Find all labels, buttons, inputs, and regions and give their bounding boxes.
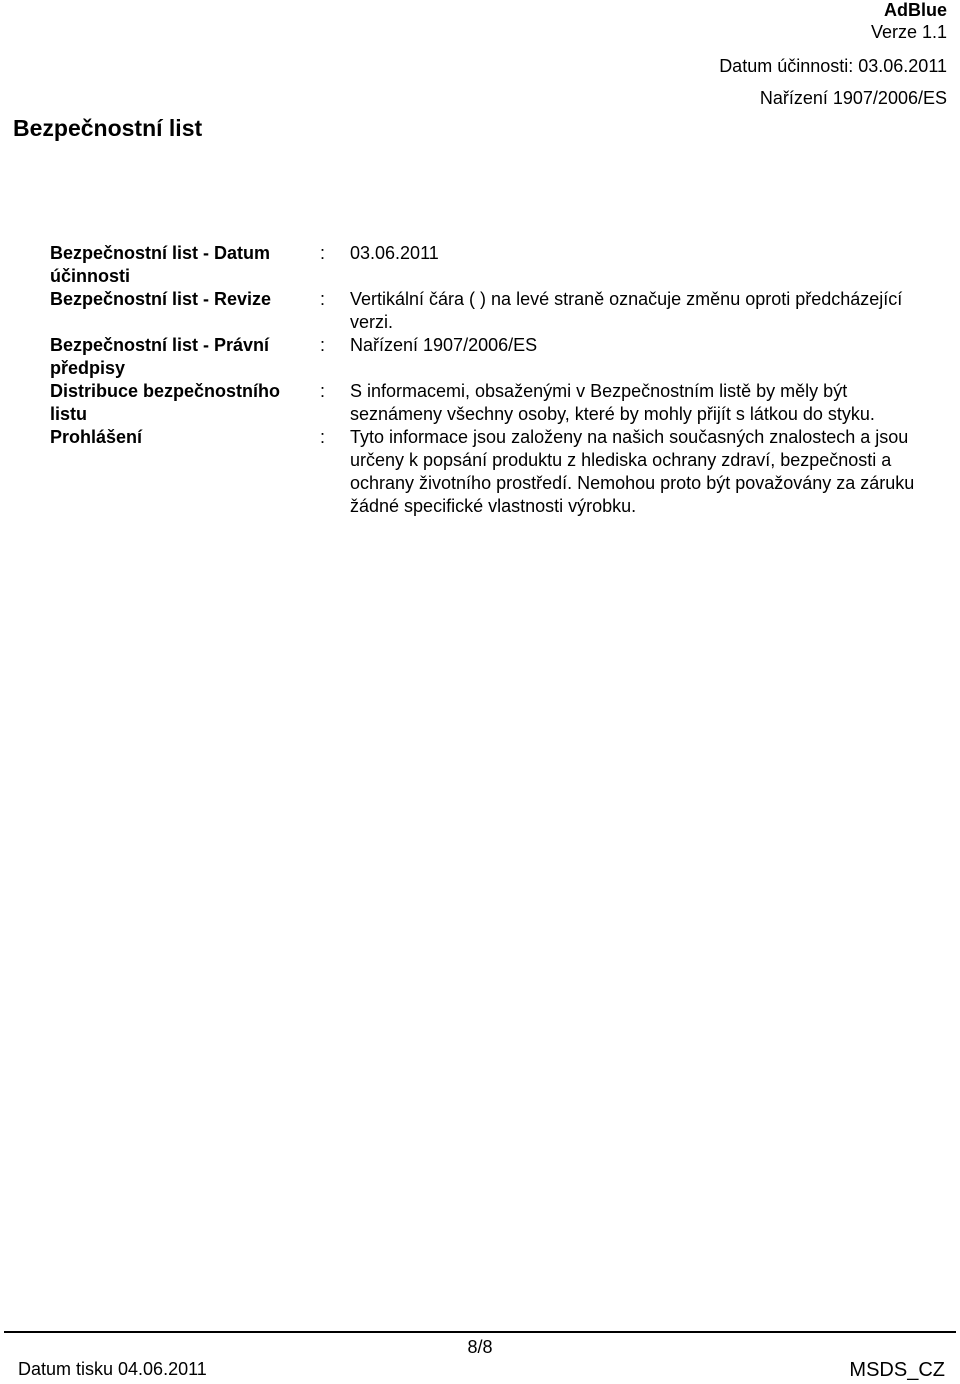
field-colon: :: [320, 335, 326, 355]
field-value: S informacemi, obsaženými v Bezpečnostním listě by měly být seznámeny všechny osoby, které by mohly přijít s látkou do styku.: [350, 381, 875, 424]
regulation-label: Nařízení 1907/2006/ES: [759, 88, 947, 108]
document-title: Bezpečnostní list: [13, 115, 203, 141]
field-effective-date: [50, 242, 930, 288]
version-label: Verze 1.1: [870, 22, 947, 42]
field-label: Bezpečnostní list - Datum účinnosti: [50, 243, 271, 286]
field-value: Tyto informace jsou založeny na našich současných znalostech a jsou určeny k popsání produktu z hlediska ochrany zdraví, bezpečnosti a ochrany životního prostředí. Nemohou proto být považovány za záruku žádné specifické vlastnosti výrobku.: [350, 427, 915, 516]
field-colon: :: [320, 427, 326, 447]
field-label: Bezpečnostní list - Právní předpisy: [50, 335, 270, 378]
print-date: Datum tisku 04.06.2011: [18, 1359, 207, 1379]
field-value: 03.06.2011: [350, 243, 439, 263]
page-number: 8/8: [467, 1337, 493, 1357]
info-table: [50, 242, 930, 518]
field-value: Nařízení 1907/2006/ES: [350, 335, 538, 355]
field-revision: [50, 288, 930, 334]
field-colon: :: [320, 289, 326, 309]
field-legal-regulations: [50, 334, 930, 380]
field-distribution: [50, 380, 930, 426]
document-code: MSDS_CZ: [849, 1359, 945, 1381]
effective-date-label: Datum účinnosti: 03.06.2011: [719, 56, 947, 76]
field-value: Vertikální čára ( ) na levé straně označuje změnu oproti předcházející verzi.: [350, 289, 903, 332]
field-colon: :: [320, 243, 326, 263]
field-disclaimer: [50, 426, 930, 518]
product-name: AdBlue: [884, 0, 947, 20]
field-colon: :: [320, 381, 326, 401]
field-label: Distribuce bezpečnostního listu: [50, 381, 281, 424]
field-label: Prohlášení: [50, 427, 143, 447]
field-label: Bezpečnostní list - Revize: [50, 289, 272, 309]
footer-divider: [4, 1331, 956, 1333]
